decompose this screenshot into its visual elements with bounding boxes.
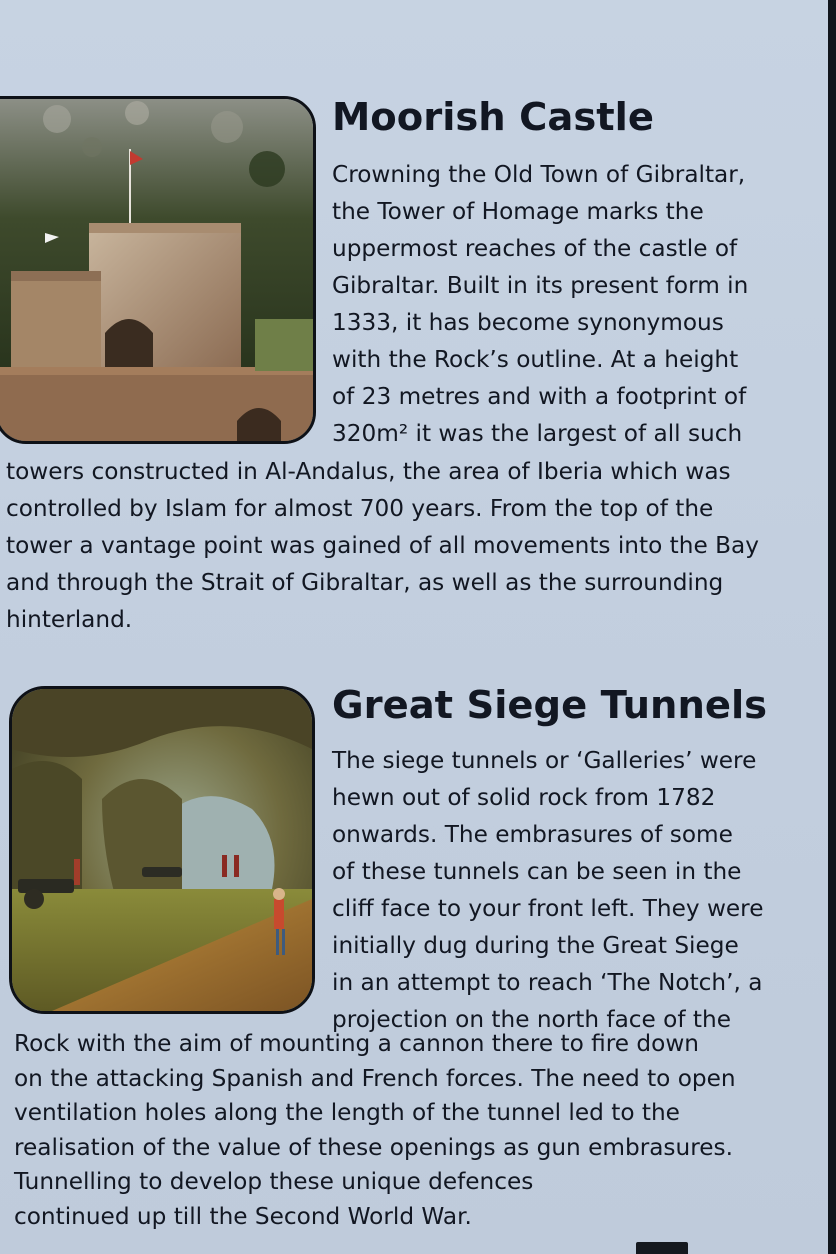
text-line: Tunnelling to develop these unique defences <box>14 1168 534 1195</box>
text-line: cliff face to your front left. They were <box>332 895 764 922</box>
text-line: in an attempt to reach ‘The Notch’, a <box>332 969 763 996</box>
text-line: Rock with the aim of mounting a cannon there to fire down <box>14 1030 699 1057</box>
text-line: onwards. The embrasures of some <box>332 821 733 848</box>
text-line: controlled by Islam for almost 700 years. From the top of the <box>6 495 714 522</box>
text-line: 1333, it has become synonymous <box>332 309 724 336</box>
sign-edge <box>828 0 836 1254</box>
text-line: hinterland. <box>6 606 133 633</box>
siege-tunnel-painting <box>9 686 315 1014</box>
text-line: Gibraltar. Built in its present form in <box>332 272 749 299</box>
text-line: towers constructed in Al-Andalus, the area of Iberia which was <box>6 458 731 485</box>
moorish-castle-full-text <box>6 453 759 638</box>
text-line: 320m² it was the largest of all such <box>332 420 743 447</box>
sign-post-foot <box>636 1242 688 1254</box>
text-line: realisation of the value of these openings as gun embrasures. <box>14 1133 733 1161</box>
text-line: of 23 metres and with a footprint of <box>332 383 747 410</box>
great-siege-tunnels-full-text <box>14 1027 736 1234</box>
great-siege-tunnels-wrapped-text <box>332 742 763 1038</box>
text-line: uppermost reaches of the castle of <box>332 235 738 262</box>
text-line: tower a vantage point was gained of all movements into the Bay <box>6 532 759 559</box>
text-line: continued up till the Second World War. <box>14 1202 472 1230</box>
text-line: projection on the north face of the <box>332 1006 731 1033</box>
text-line: ventilation holes along the length of the tunnel led to the <box>14 1099 680 1126</box>
text-line: Crowning the Old Town of Gibraltar, <box>332 161 746 188</box>
text-line: on the attacking Spanish and French forces. The need to open <box>14 1064 736 1092</box>
moorish-castle-photo <box>0 96 316 444</box>
moorish-castle-title: Moorish Castle <box>332 95 654 140</box>
text-line: the Tower of Homage marks the <box>332 198 704 225</box>
castle-illustration <box>0 99 313 441</box>
great-siege-tunnels-title: Great Siege Tunnels <box>332 683 768 728</box>
text-line: initially dug during the Great Siege <box>332 932 739 959</box>
text-line: The siege tunnels or ‘Galleries’ were <box>332 747 757 774</box>
text-line: with the Rock’s outline. At a height <box>332 346 739 373</box>
moorish-castle-wrapped-text <box>332 156 748 452</box>
text-line: hewn out of solid rock from 1782 <box>332 784 716 811</box>
tunnel-illustration <box>12 689 312 1011</box>
text-line: and through the Strait of Gibraltar, as well as the surrounding <box>6 569 724 596</box>
text-line: of these tunnels can be seen in the <box>332 858 742 885</box>
